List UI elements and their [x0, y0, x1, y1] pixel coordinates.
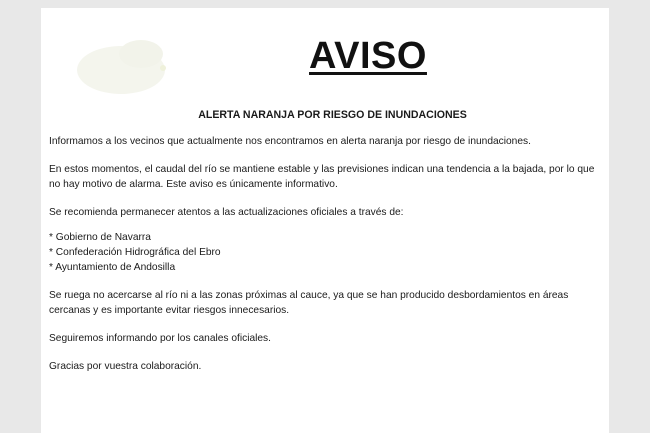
paragraph-safety-warning: Se ruega no acercarse al río ni a las zonas próximas al cauce, ya que se han producido desbordamientos en áreas cercanas y es importante evitar riesgos innecesarios. [49, 290, 569, 316]
paragraph-updates: Seguiremos informando por los canales oficiales. [49, 333, 271, 344]
list-item: * Gobierno de Navarra [49, 232, 151, 243]
notice-body [49, 108, 604, 387]
list-item: * Ayuntamiento de Andosilla [49, 262, 176, 273]
paragraph-thanks: Gracias por vuestra colaboración. [49, 361, 202, 372]
notice-title: AVISO [309, 35, 427, 77]
list-item: * Confederación Hidrográfica del Ebro [49, 247, 221, 258]
official-sources-list [49, 230, 604, 275]
notice-page [41, 8, 609, 433]
paragraph-river-status: En estos momentos, el caudal del río se mantiene estable y las previsiones indican una tendencia a la bajada, por lo que no hay motivo de alarma. Este aviso es únicamente informativo. [49, 164, 595, 190]
notice-subtitle: ALERTA NARANJA POR RIESGO DE INUNDACIONES [198, 109, 467, 121]
paragraph-recommendation: Se recomienda permanecer atentos a las actualizaciones oficiales a través de: [49, 207, 404, 218]
paragraph-alert-status: Informamos a los vecinos que actualmente nos encontramos en alerta naranja por riesgo de inundaciones. [49, 136, 531, 147]
